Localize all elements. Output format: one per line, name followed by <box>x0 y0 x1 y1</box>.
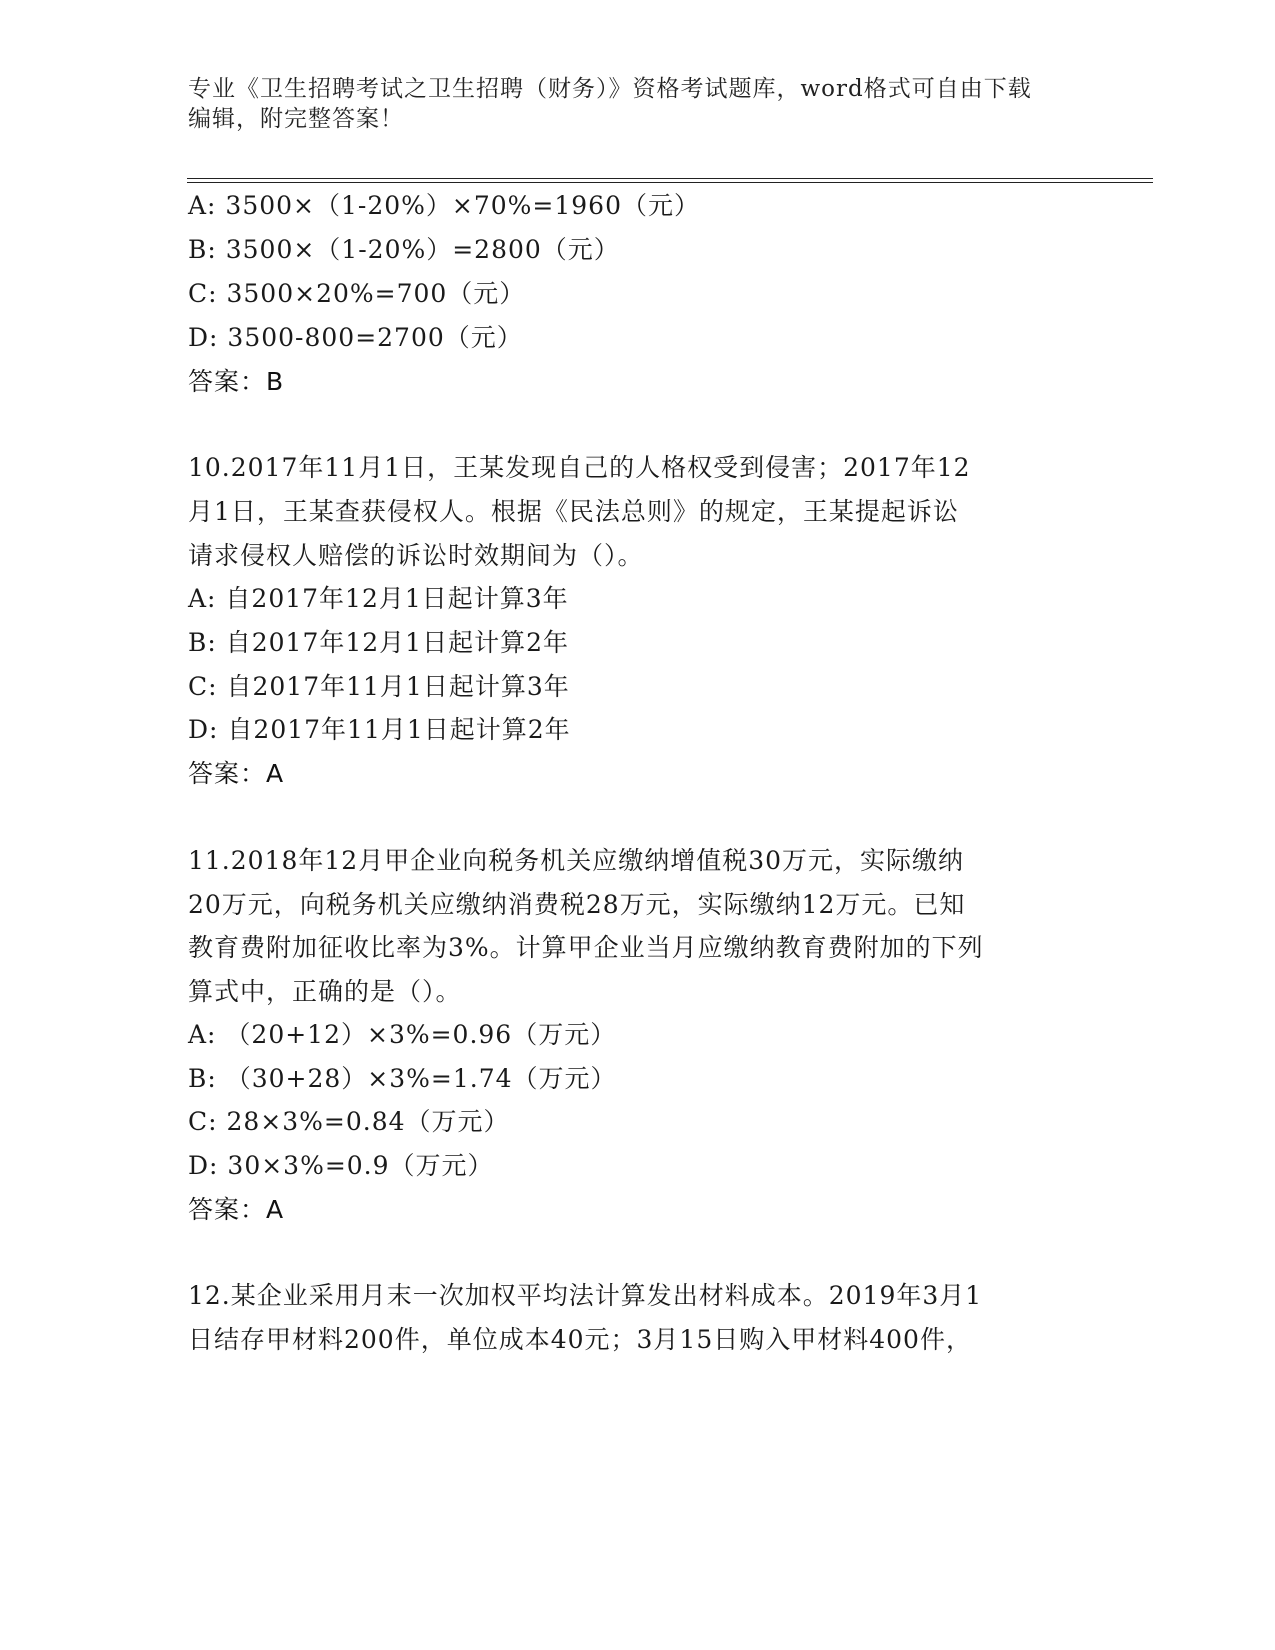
q9-option-c: C: 3500×20%=700（元） <box>188 279 526 308</box>
q11-stem-line-2: 20万元，向税务机关应缴纳消费税28万元，实际缴纳12万元。已知 <box>188 890 966 919</box>
q10-stem-line-2: 月1日，王某查获侵权人。根据《民法总则》的规定，王某提起诉讼 <box>188 497 959 526</box>
header-divider <box>187 178 1153 183</box>
q11-stem-line-4: 算式中，正确的是（）。 <box>188 977 462 1006</box>
q11-stem-line-3: 教育费附加征收比率为3%。计算甲企业当月应缴纳教育费附加的下列 <box>188 933 984 962</box>
q11-option-c: C: 28×3%=0.84（万元） <box>188 1107 510 1136</box>
q10-option-a: A: 自2017年12月1日起计算3年 <box>188 584 569 613</box>
q10-option-b: B: 自2017年12月1日起计算2年 <box>188 628 569 657</box>
q11-option-b: B: （30+28）×3%=1.74（万元） <box>188 1064 617 1093</box>
q11-option-a: A: （20+12）×3%=0.96（万元） <box>188 1020 617 1049</box>
q9-answer: 答案：B <box>188 367 285 396</box>
q11-option-d: D: 30×3%=0.9（万元） <box>188 1151 494 1180</box>
q10-option-c: C: 自2017年11月1日起计算3年 <box>188 672 570 701</box>
q12-stem-line-1: 12.某企业采用月末一次加权平均法计算发出材料成本。2019年3月1 <box>188 1281 983 1310</box>
q9-option-d: D: 3500-800=2700（元） <box>188 323 523 352</box>
header-line-2: 编辑，附完整答案！ <box>188 106 404 132</box>
q10-answer: 答案：A <box>188 759 285 788</box>
q12-stem-line-2: 日结存甲材料200件，单位成本40元；3月15日购入甲材料400件， <box>188 1325 972 1354</box>
q11-answer: 答案：A <box>188 1195 285 1224</box>
q10-stem-line-1: 10.2017年11月1日，王某发现自己的人格权受到侵害；2017年12 <box>188 453 971 482</box>
document-header <box>188 74 1068 134</box>
q11-stem-line-1: 11.2018年12月甲企业向税务机关应缴纳增值税30万元，实际缴纳 <box>188 846 965 875</box>
header-line-1: 专业《卫生招聘考试之卫生招聘（财务）》资格考试题库，word格式可自由下载 <box>188 76 1032 102</box>
q10-stem-line-3: 请求侵权人赔偿的诉讼时效期间为（）。 <box>188 541 644 570</box>
q9-option-b: B: 3500×（1-20%）=2800（元） <box>188 235 620 264</box>
q10-option-d: D: 自2017年11月1日起计算2年 <box>188 715 571 744</box>
q9-option-a: A: 3500×（1-20%）×70%=1960（元） <box>188 191 700 220</box>
